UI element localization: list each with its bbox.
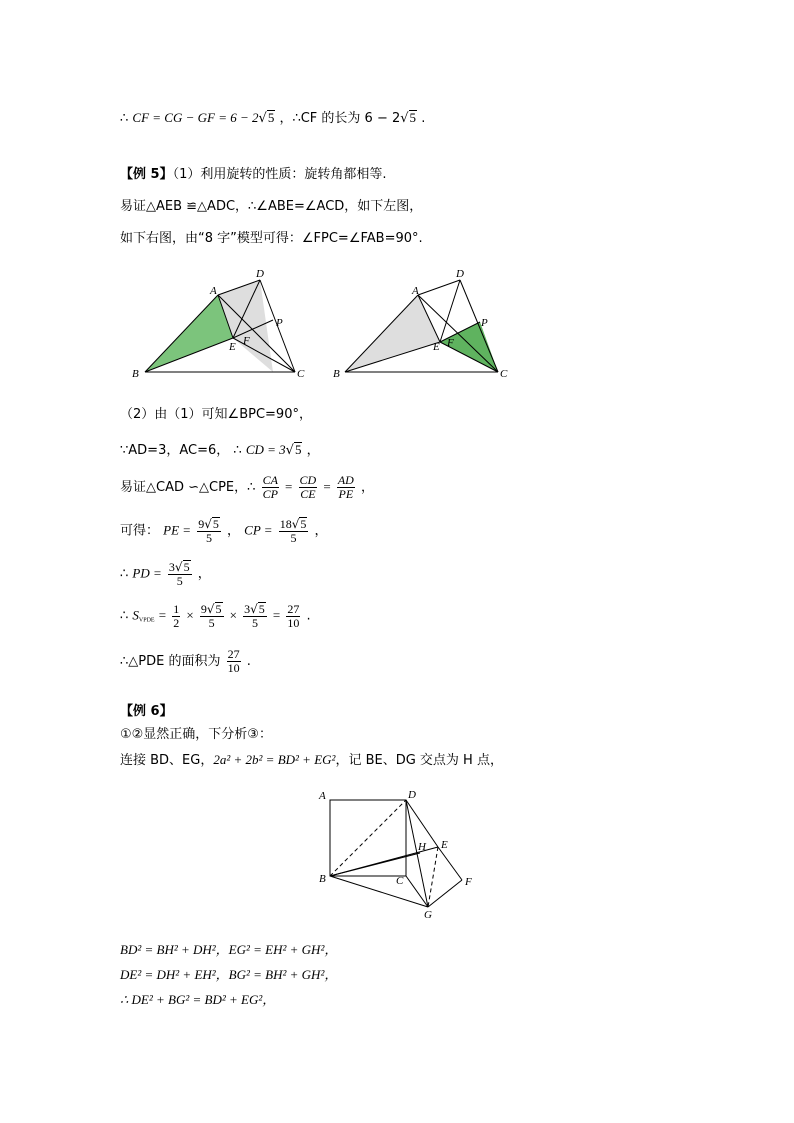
shade-green-abe bbox=[145, 295, 233, 372]
figure-left-triangles bbox=[125, 262, 315, 387]
label-c: C bbox=[396, 875, 404, 887]
ex6-line2: 连接 BD、EG，2a² + 2b² = BD² + EG²，记 BE、DG 交点为 H 点， bbox=[120, 752, 503, 768]
ex5-line2: 易证△AEB ≌△ADC，∴∠ABE=∠ACD，如下左图， bbox=[120, 199, 423, 214]
label-b: B bbox=[333, 368, 340, 380]
eq-line-2: DE² = DH² + EH²，BG² = BH² + GH²， bbox=[120, 967, 338, 982]
label-p: P bbox=[276, 317, 283, 329]
label-c: C bbox=[297, 368, 305, 380]
similar-line: 易证△CAD ∽△CPE，∴ $\frac{CA}{CP}$ = $\frac{CD}{CE}$ = $\frac{AD}{PE}$ ， bbox=[120, 473, 374, 502]
label-d: D bbox=[256, 268, 264, 280]
label-c: C bbox=[500, 368, 508, 380]
ex5-line3: 如下右图，由“8 字”模型可得：∠FPC=∠FAB=90°. bbox=[120, 231, 423, 246]
area-calc-line: ∴ $S_{VPDE}$ = $\frac{1}{2}$ × $\frac{9√5}{5}$ × $\frac{3√5}{5}$ = $\frac{27}{10}$ . bbox=[120, 601, 311, 631]
figure-square bbox=[310, 785, 480, 920]
label-f: F bbox=[447, 337, 454, 349]
label-d: D bbox=[408, 789, 416, 801]
label-f: F bbox=[243, 335, 250, 347]
ex6-line1: ①②显然正确，下分析③： bbox=[120, 727, 272, 742]
label-e: E bbox=[433, 341, 440, 353]
label-e: E bbox=[441, 839, 448, 851]
label-a: A bbox=[319, 790, 326, 802]
cf-line: ∴ CF = CG − GF = 6 − 2√5 ，∴CF 的长为 6 − 2√5 . bbox=[120, 110, 426, 126]
label-a: A bbox=[210, 285, 217, 297]
pe-cp-line: 可得： PE = $\frac{9√5}{5}$ ， CP = $\frac{18√5}{5}$ ， bbox=[120, 517, 328, 546]
ex6-heading: 【例 6】 bbox=[120, 704, 173, 719]
cd-line: ∵AD=3，AC=6， ∴ CD = 3√5 ， bbox=[120, 442, 320, 458]
label-p: P bbox=[481, 317, 488, 329]
label-h: H bbox=[418, 841, 426, 853]
eq-line-1: BD² = BH² + DH²，EG² = EH² + GH²， bbox=[120, 942, 338, 957]
label-b: B bbox=[132, 368, 139, 380]
figure-right-triangles bbox=[330, 262, 520, 387]
label-d: D bbox=[456, 268, 464, 280]
shade-gray-abe bbox=[345, 295, 440, 372]
label-f: F bbox=[465, 876, 472, 888]
label-g: G bbox=[424, 909, 432, 920]
label-a: A bbox=[412, 285, 419, 297]
label-e: E bbox=[229, 341, 236, 353]
area-result-line: ∴△PDE 的面积为 $\frac{27}{10}$ . bbox=[120, 647, 251, 676]
ex5-heading: 【例 5】（1）利用旋转的性质：旋转角都相等. bbox=[120, 167, 387, 182]
label-b: B bbox=[319, 873, 326, 885]
pd-line: ∴ PD = $\frac{3√5}{5}$ ， bbox=[120, 560, 211, 589]
ex5-part2: （2）由（1）可知∠BPC=90°， bbox=[120, 407, 312, 422]
eq-line-3: ∴ DE² + BG² = BD² + EG²， bbox=[120, 992, 276, 1007]
